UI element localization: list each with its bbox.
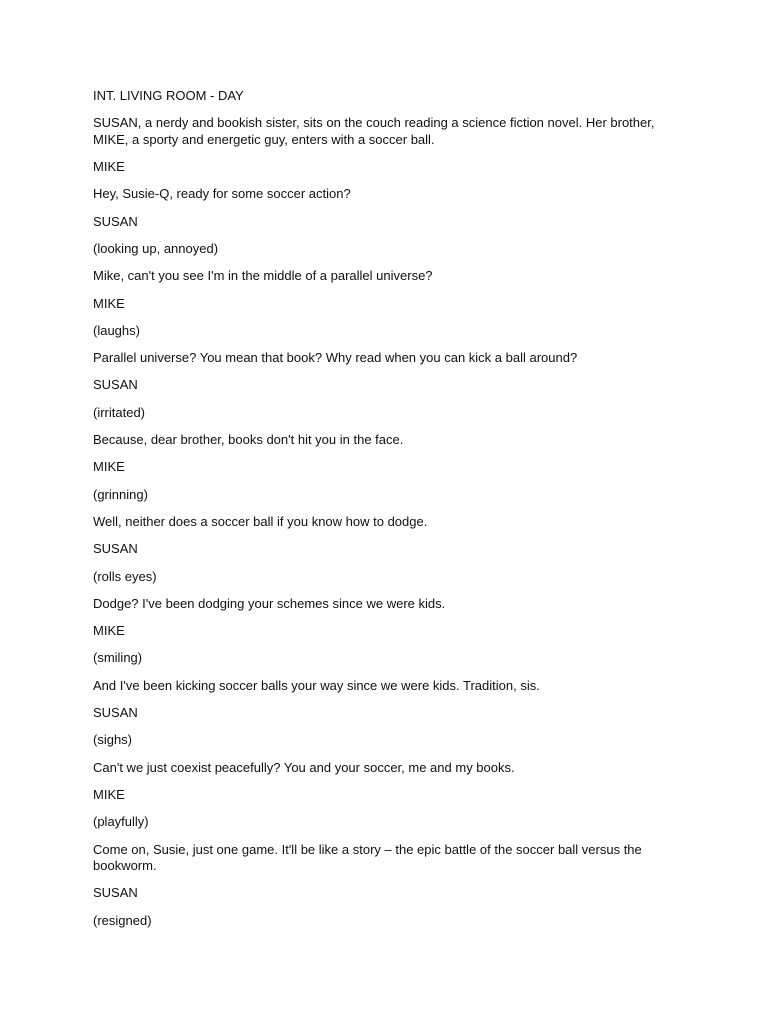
character-name: SUSAN xyxy=(93,377,138,393)
character-name: MIKE xyxy=(93,159,125,175)
dialogue-line: Well, neither does a soccer ball if you know how to dodge. xyxy=(93,513,428,529)
dialogue-line: Can't we just coexist peacefully? You and your soccer, me and my books. xyxy=(93,759,515,775)
character-name: SUSAN xyxy=(93,885,138,901)
character-name: MIKE xyxy=(93,623,125,639)
parenthetical: (smiling) xyxy=(93,650,143,666)
dialogue-line: Parallel universe? You mean that book? Why read when you can kick a ball around? xyxy=(93,350,578,366)
dialogue-line: And I've been kicking soccer balls your way since we were kids. Tradition, sis. xyxy=(93,677,540,693)
dialogue-line: Hey, Susie-Q, ready for some soccer action? xyxy=(93,186,351,202)
character-name: MIKE xyxy=(93,459,125,475)
screenplay-text xyxy=(93,88,663,940)
dialogue-line: Mike, can't you see I'm in the middle of a parallel universe? xyxy=(93,268,433,284)
parenthetical: (rolls eyes) xyxy=(93,568,157,584)
parenthetical: (laughs) xyxy=(93,322,140,338)
parenthetical: (sighs) xyxy=(93,732,133,748)
dialogue-line: Dodge? I've been dodging your schemes since we were kids. xyxy=(93,595,446,611)
character-name: MIKE xyxy=(93,786,125,802)
character-name: SUSAN xyxy=(93,541,138,557)
dialogue-line: Come on, Susie, just one game. It'll be like a story – the epic battle of the soccer ball versus the bookworm. xyxy=(93,841,642,874)
action-line: SUSAN, a nerdy and bookish sister, sits on the couch reading a science fiction novel. Her brother, MIKE, a sporty and energetic guy, enters with a soccer ball. xyxy=(93,115,655,147)
character-name: MIKE xyxy=(93,295,125,311)
character-name: SUSAN xyxy=(93,705,138,721)
parenthetical: (resigned) xyxy=(93,912,152,928)
dialogue-line: Because, dear brother, books don't hit you in the face. xyxy=(93,432,404,448)
parenthetical: (grinning) xyxy=(93,486,148,502)
scene-heading: INT. LIVING ROOM - DAY xyxy=(93,88,244,103)
parenthetical: (looking up, annoyed) xyxy=(93,240,219,256)
parenthetical: (irritated) xyxy=(93,404,146,420)
parenthetical: (playfully) xyxy=(93,814,149,830)
character-name: SUSAN xyxy=(93,213,138,229)
